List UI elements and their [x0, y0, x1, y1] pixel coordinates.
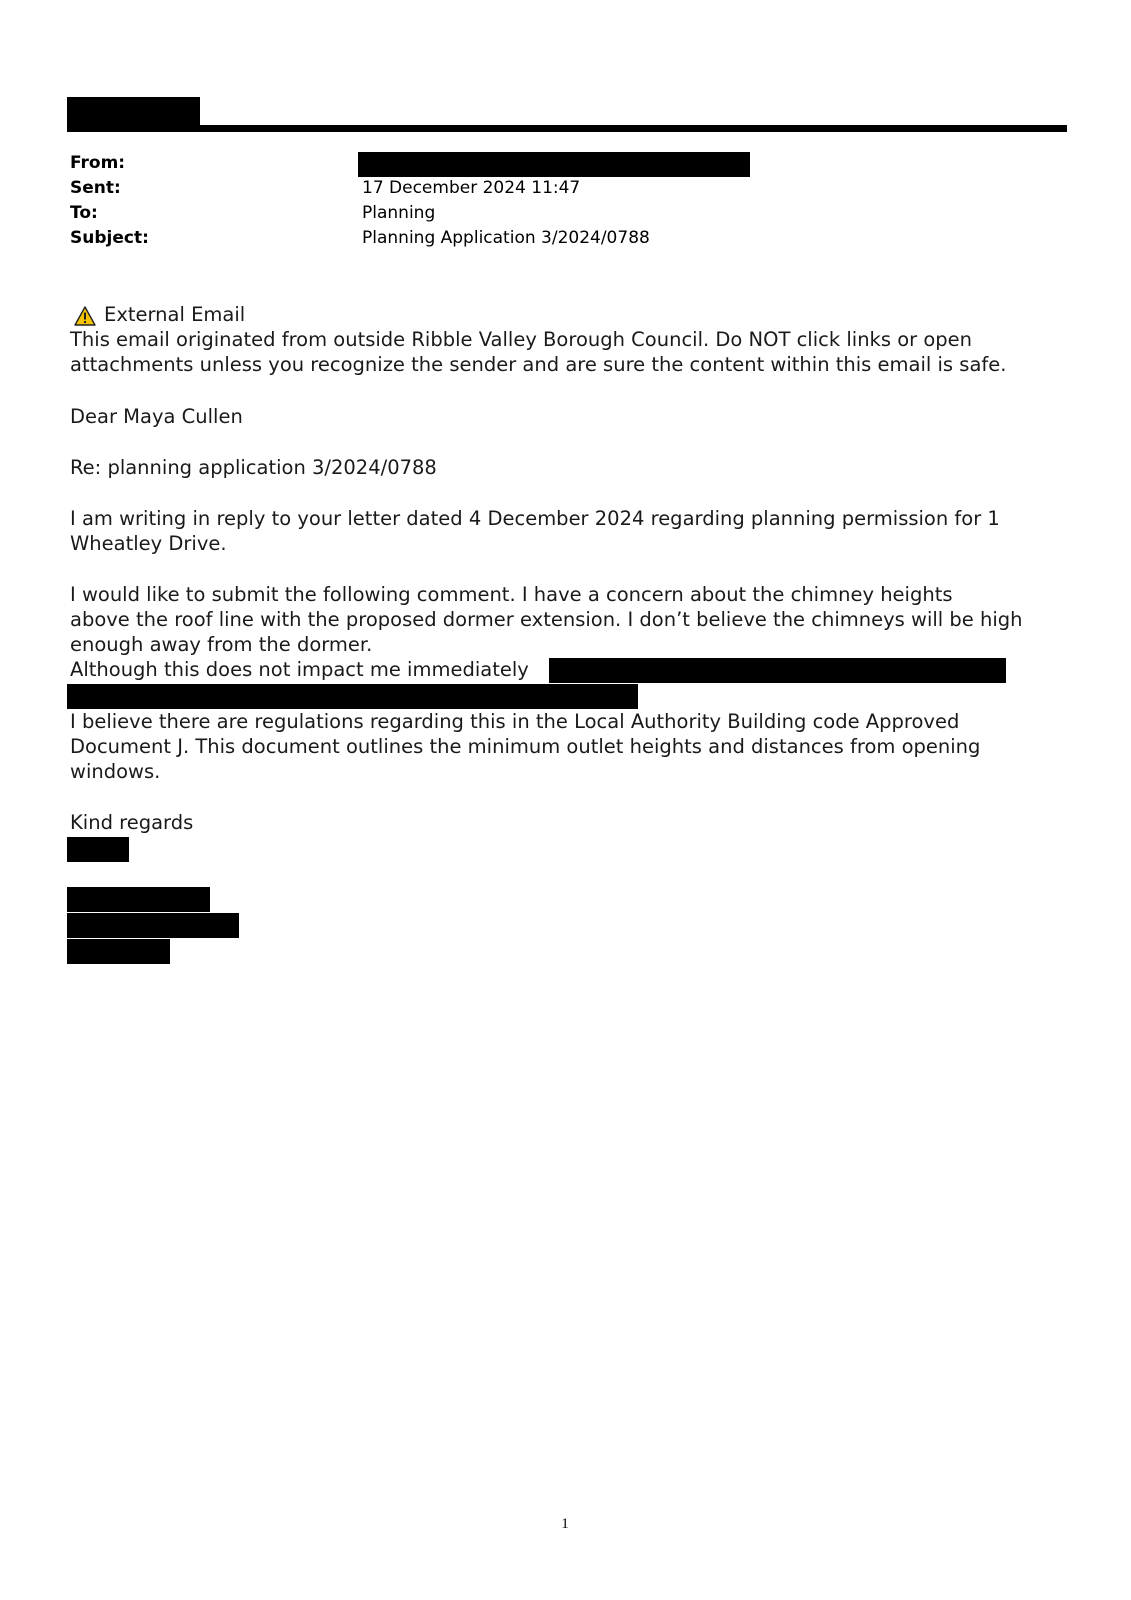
paragraph-2-line-1: I would like to submit the following comment. I have a concern about the chimney heights — [70, 583, 953, 606]
header-rule — [67, 125, 1067, 132]
sent-value: 17 December 2024 11:47 — [362, 178, 581, 198]
paragraph-3-line-2: Document J. This document outlines the minimum outlet heights and distances from opening — [70, 735, 981, 758]
reference-line: Re: planning application 3/2024/0788 — [70, 456, 437, 479]
warning-icon — [74, 306, 96, 326]
external-email-warning-line-2: attachments unless you recognize the sender and are sure the content within this email is safe. — [70, 353, 1007, 376]
subject-value: Planning Application 3/2024/0788 — [362, 228, 650, 248]
redacted-signature-line-2 — [67, 913, 239, 938]
to-label: To: — [70, 203, 98, 223]
external-email-warning-line-1: This email originated from outside Ribble Valley Borough Council. Do NOT click links or open — [70, 328, 973, 351]
redacted-signature-name — [67, 837, 129, 862]
subject-label: Subject: — [70, 228, 149, 248]
redacted-signature-line-1 — [67, 887, 210, 912]
redacted-signature-line-3 — [67, 939, 170, 964]
paragraph-2-line-4: Although this does not impact me immediately — [70, 658, 529, 681]
page-number: 1 — [561, 1516, 569, 1532]
redacted-from-address — [358, 152, 750, 177]
sent-label: Sent: — [70, 178, 121, 198]
paragraph-3-line-3: windows. — [70, 760, 161, 783]
external-email-title: External Email — [104, 303, 246, 326]
redacted-sender-name — [67, 97, 200, 127]
paragraph-2-line-3: enough away from the dormer. — [70, 633, 373, 656]
to-value: Planning — [362, 203, 436, 223]
closing: Kind regards — [70, 811, 194, 834]
redacted-text-2 — [67, 684, 638, 709]
salutation: Dear Maya Cullen — [70, 405, 243, 428]
from-label: From: — [70, 153, 126, 173]
paragraph-1-line-2: Wheatley Drive. — [70, 532, 227, 555]
paragraph-1-line-1: I am writing in reply to your letter dated 4 December 2024 regarding planning permission for 1 — [70, 507, 1000, 530]
paragraph-2-line-2: above the roof line with the proposed dormer extension. I don’t believe the chimneys will be high — [70, 608, 1023, 631]
paragraph-3-line-1: I believe there are regulations regarding this in the Local Authority Building code Approved — [70, 710, 960, 733]
redacted-text-1 — [549, 658, 1006, 683]
